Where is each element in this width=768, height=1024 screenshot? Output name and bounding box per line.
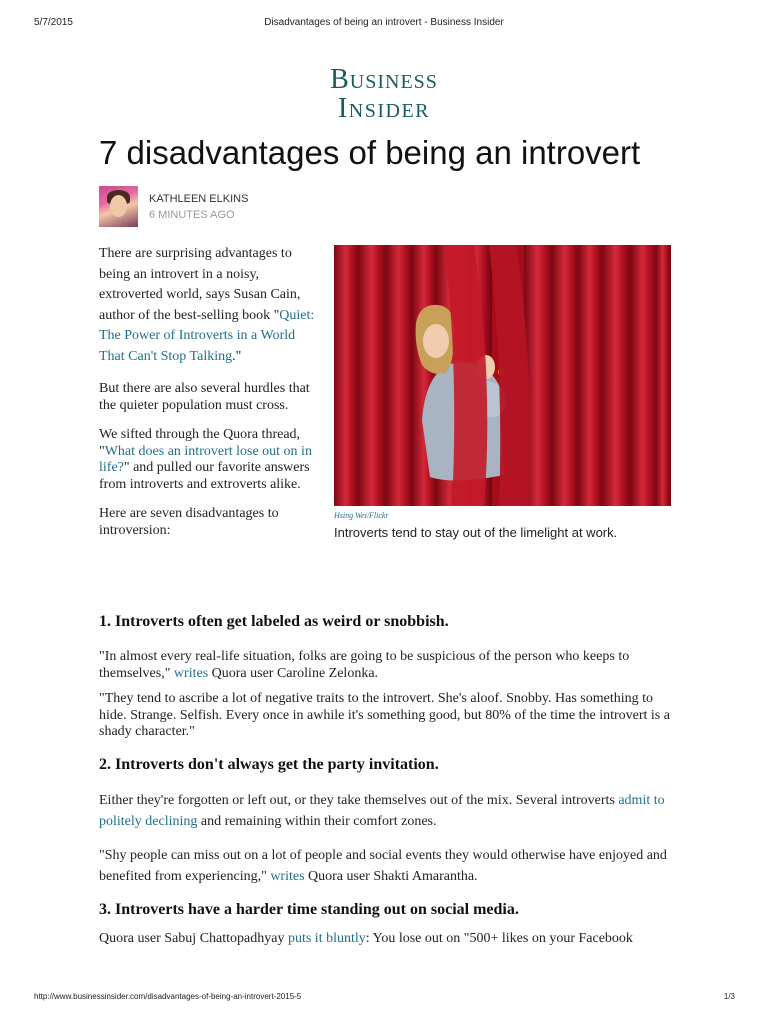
intro-paragraph-4: Here are seven disadvantages to introversion: [99,506,279,538]
section-1-paragraph-1: "In almost every real-life situation, folks are going to be suspicious of the person who keeps to themselves," writes Quora user Caroline Zelonka. [99,649,630,681]
bluntly-link[interactable]: puts it bluntly [287,930,366,946]
quora-thread-link[interactable]: What does an introvert lose out on in life? [99,443,312,475]
section-2-paragraph-1: Either they're forgotten or left out, or they take themselves out of the mix. Several introverts admit to politely declining and remaining within their comfort zones. [99,792,665,829]
photo-credit[interactable]: Hsing Wei/Flickr [334,511,389,520]
article-photo [334,245,671,506]
intro-paragraph-1: There are surprising advantages to being an introvert in a noisy, extroverted world, says Susan Cain, author of the best-selling book "Quiet: The Power of Introverts in a World That Can't Stop Talking." [99,246,315,364]
logo-line-1: Business [330,64,438,95]
print-date: 5/7/2015 [34,17,73,28]
article-headline: 7 disadvantages of being an introvert [99,134,641,171]
intro-text [99,244,324,552]
author-name[interactable]: KATHLEEN ELKINS [149,193,249,205]
intro-paragraph-2: But there are also several hurdles that the quieter population must cross. [99,381,310,413]
print-header [0,17,768,31]
article-body [99,612,679,947]
section-3-paragraph-1: Quora user Sabuj Chattopadhyay puts it bluntly: You lose out on "500+ likes on your Facebook [99,930,633,946]
writes-link-2[interactable]: writes [270,868,305,884]
print-page-title: Disadvantages of being an introvert - Business Insider [264,17,504,28]
print-url: http://www.businessinsider.com/disadvantages-of-being-an-introvert-2015-5 [34,992,302,1001]
author-avatar[interactable] [99,186,138,227]
declining-link[interactable]: admit to politely declining [99,792,665,829]
book-link[interactable]: Quiet: The Power of Introverts in a World That Can't Stop Talking [99,307,315,364]
section-2-paragraph-2: "Shy people can miss out on a lot of people and social events they would otherwise have enjoyed and benefited from experiencing," writes Quora user Shakti Amarantha. [99,847,667,884]
photo-caption: Introverts tend to stay out of the limelight at work. [334,525,618,540]
business-insider-logo[interactable] [0,66,768,124]
intro-paragraph-3: We sifted through the Quora thread, "What does an introvert lose out on in life?" and pulled our favorite answers from introverts and extroverts alike. [99,427,312,492]
curtain-photo-illustration [334,245,671,506]
logo-line-2: Insider [337,93,431,124]
writes-link-1[interactable]: writes [173,665,209,681]
section-3-heading: 3. Introverts have a harder time standing out on social media. [99,900,519,918]
page-number: 1/3 [723,992,735,1001]
section-1-paragraph-2: "They tend to ascribe a lot of negative traits to the introvert. She's aloof. Snobby. Has something to hide. Strange. Selfish. Every once in awhile it's something good, but 80% of the time the introvert is a shady character." [99,691,670,739]
section-2-heading: 2. Introverts don't always get the party invitation. [99,755,439,773]
section-1-heading: 1. Introverts often get labeled as weird or snobbish. [99,613,449,630]
publish-time: 6 MINUTES AGO [149,209,235,221]
